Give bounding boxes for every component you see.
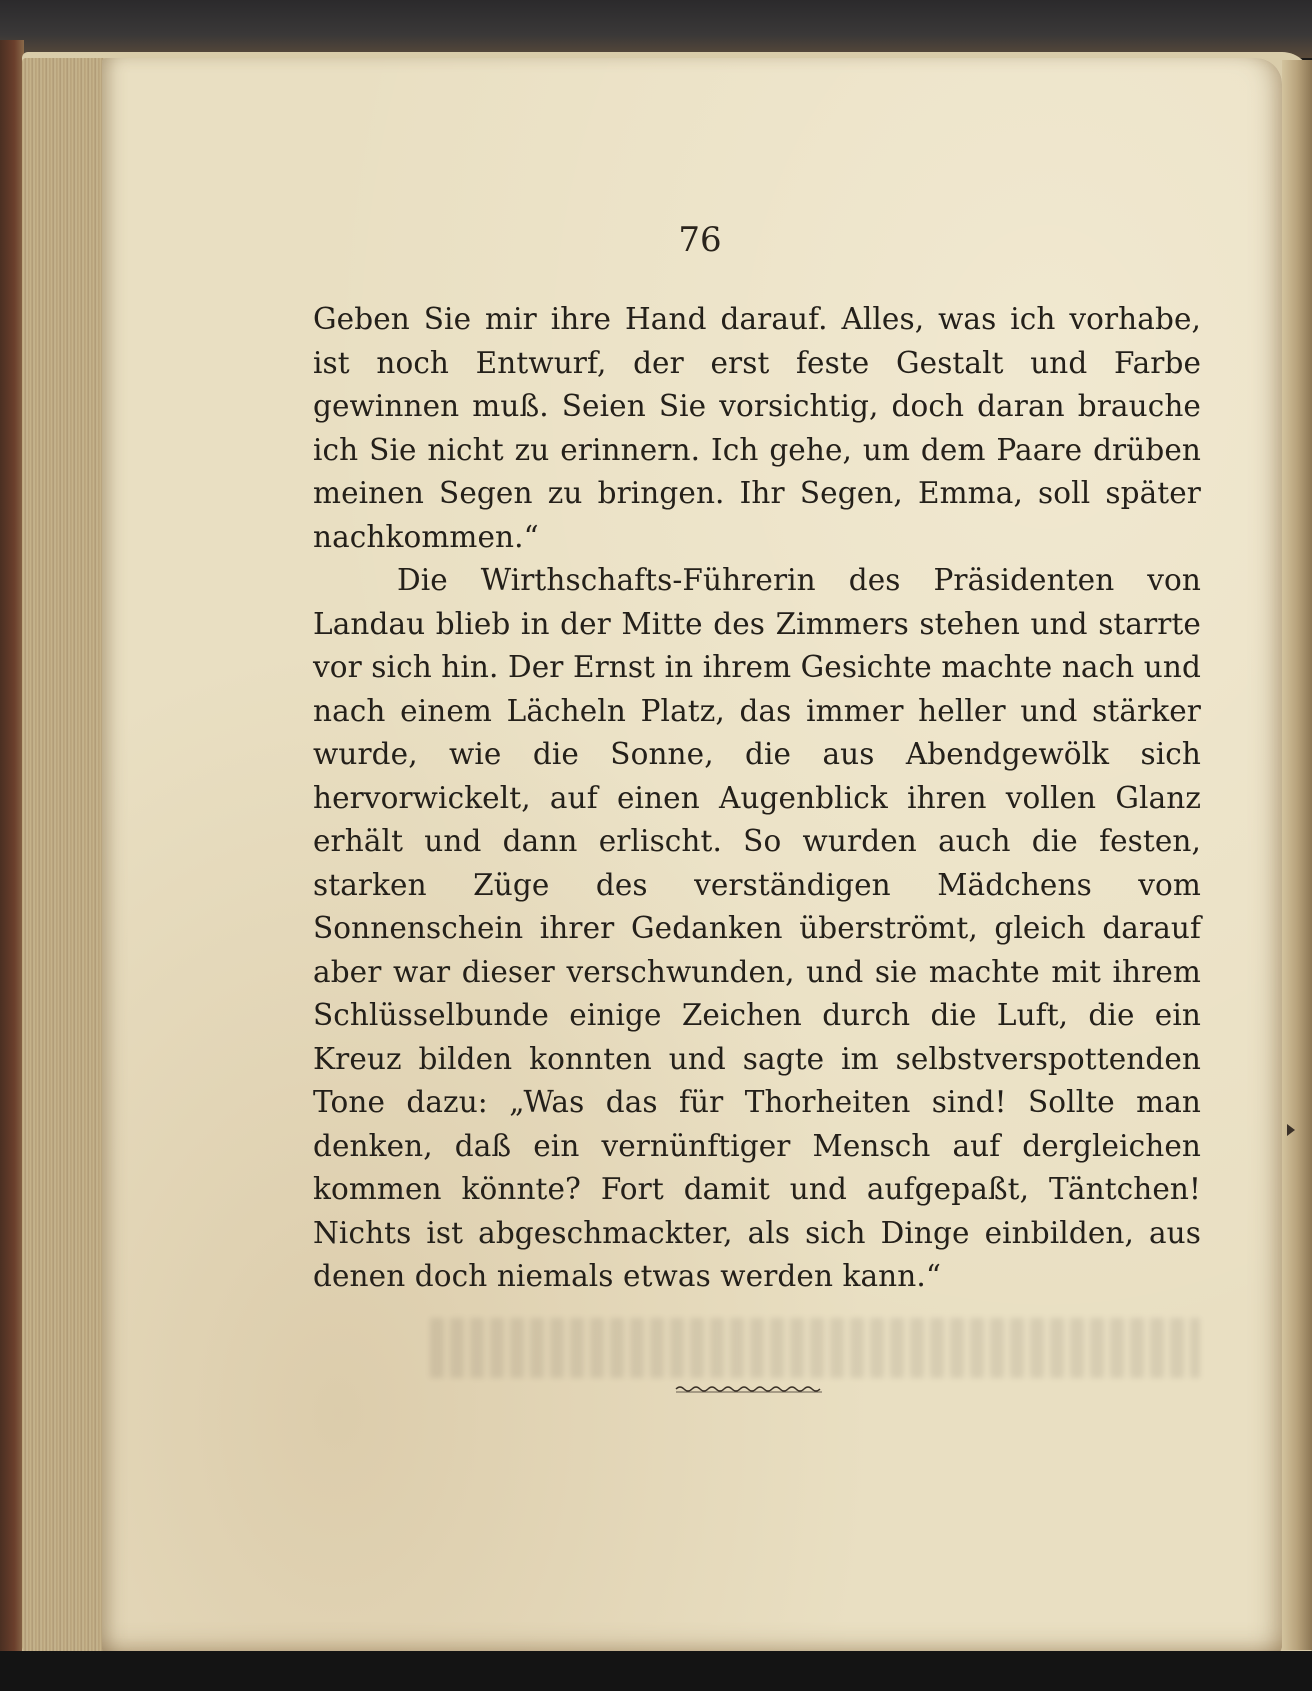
page-stack-edges (22, 58, 112, 1653)
book-top-edge (0, 0, 1312, 58)
paragraph-indented: Die Wirthschafts-Führerin des Präsidenten von Landau blieb in der Mitte des Zimmers stehen und starrte vor sich hin. Der Ernst in ihrem Gesichte machte nach und nach einem Lächeln Platz, das immer heller und stärker wurde, wie die Sonne, die aus Abendgewölk sich hervorwickelt, auf einen Augenblick ihren vollen Glanz erhält und dann erlischt. So wurden auch die festen, starken Züge des verständigen Mädchens vom Sonnenschein ihrer Gedanken überströmt, gleich darauf aber war dieser verschwunden, und sie machte mit ihrem Schlüsselbunde einige Zeichen durch die Luft, die ein Kreuz bilden konnten und sagte im selbstverspottenden Tone dazu: „Was das für Thorheiten sind! Sollte man denken, daß ein vernünftiger Mensch auf dergleichen kommen könnte? Fort damit und aufgepaßt, Täntchen! Nichts ist abgeschmackter, als sich Dinge einbilden, aus denen doch niemals etwas werden kann.“ (313, 563, 1201, 1293)
book-cover-edge (0, 40, 24, 1660)
wavy-rule-ornament (674, 1382, 824, 1396)
right-page-edge (1282, 60, 1312, 1650)
paragraph-continuation: Geben Sie mir ihre Hand darauf. Alles, was ich vorhabe, ist noch Entwurf, der erst feste Gestalt und Farbe gewinnen muß. Seien Sie vorsichtig, doch daran brauche ich Sie nicht zu erinnern. Ich gehe, um dem Paare drüben meinen Segen zu bringen. Ihr Segen, Emma, soll später nachkommen.“ (313, 302, 1201, 554)
margin-mark (1287, 1124, 1295, 1136)
scan-bottom-border (0, 1651, 1312, 1691)
page-text (313, 298, 1201, 1299)
show-through-text (430, 1318, 1200, 1378)
page-number: 76 (678, 220, 722, 260)
